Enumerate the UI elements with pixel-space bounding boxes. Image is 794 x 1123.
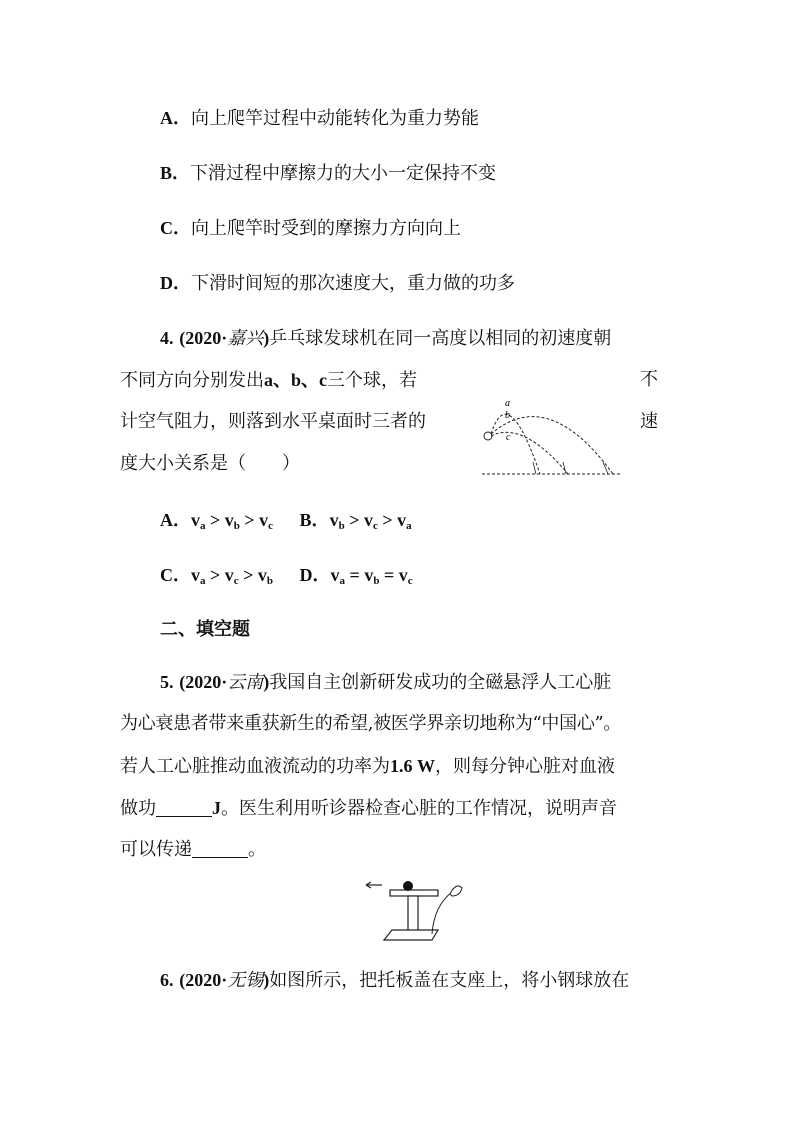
stand-post: [408, 896, 418, 932]
expr-op: =: [345, 565, 365, 585]
question-source-close: ): [263, 328, 270, 348]
q4-line-2-end: 不: [640, 369, 658, 390]
expr-sub: b: [373, 575, 380, 587]
velocity-arrows: [533, 462, 608, 474]
expr-part: v: [363, 510, 373, 530]
q4-option-d: [300, 565, 413, 585]
question-source-close: ): [263, 970, 270, 990]
expr-part: v: [330, 565, 340, 585]
answer-blank-1[interactable]: [156, 798, 212, 817]
q3-option-d: [160, 271, 515, 296]
q5-line-3: [120, 754, 615, 779]
expr-part: v: [397, 510, 407, 530]
expr-sub: a: [406, 520, 412, 532]
label-a: a: [505, 398, 510, 409]
q4-options-row-2: [160, 563, 413, 593]
question-year: (2020·: [179, 672, 228, 692]
q4-line-4: 度大小关系是（ ）: [120, 453, 300, 474]
label-c: c: [506, 432, 511, 443]
q4-line-1: [160, 326, 611, 351]
question-source: 云南: [227, 672, 264, 693]
question-source-close: ): [263, 672, 270, 692]
option-letter: A．: [160, 108, 191, 128]
stand-base: [384, 930, 438, 940]
unit-label: J: [212, 798, 221, 818]
question-number: 6.: [160, 970, 174, 990]
question-text: 我国自主创新研发成功的全磁悬浮人工心脏: [269, 672, 612, 693]
question-text: 。: [248, 839, 266, 860]
question-text: 如图所示，把托板盖在支座上，将小钢球放在: [269, 970, 630, 991]
expr-op: >: [205, 565, 225, 585]
option-letter: B．: [299, 510, 330, 530]
q3-option-b: [160, 161, 496, 186]
q3-option-c: [160, 216, 461, 241]
trajectory-c: [491, 432, 568, 474]
expr-sub: c: [407, 575, 413, 587]
question-text: 乒乓球发球机在同一高度以相同的初速度朝: [269, 328, 612, 349]
support-plate: [390, 890, 438, 896]
question-number: 5.: [160, 672, 174, 692]
q6-line-1: [160, 968, 629, 993]
expr-sub: b: [266, 575, 274, 587]
question-number: 4.: [160, 328, 174, 348]
steel-ball: [403, 881, 413, 891]
expr-sub: c: [268, 520, 274, 532]
expr-sub: b: [233, 520, 240, 532]
expr-op: =: [379, 565, 399, 585]
expr-op: >: [205, 510, 225, 530]
question-text: 。医生利用听诊器检查心脏的工作情况，说明声音: [221, 798, 617, 819]
question-text: 不同方向分别发出: [120, 370, 264, 391]
power-value: 1.6 W: [390, 756, 435, 776]
question-text: 做功: [120, 798, 156, 819]
option-letter: D．: [160, 273, 191, 293]
question-text: ，则每分钟心脏对血液: [435, 756, 615, 777]
trajectory-figure: [478, 390, 628, 480]
expr-op: >: [377, 510, 398, 530]
q4-option-a: [160, 510, 278, 530]
section-title: 二、填空题: [160, 619, 250, 639]
option-text: 向上爬竿过程中动能转化为重力势能: [191, 108, 479, 129]
question-text: 可以传递: [120, 839, 192, 860]
expr-part: v: [191, 565, 200, 585]
expr-part: v: [329, 510, 339, 530]
option-letter: B．: [160, 163, 191, 183]
option-text: 下滑过程中摩擦力的大小一定保持不变: [190, 163, 497, 184]
hand-icon: [450, 886, 462, 896]
option-letter: C．: [160, 565, 191, 585]
expr-part: v: [191, 510, 200, 530]
question-source: 无锡: [227, 970, 264, 991]
expr-part: v: [364, 565, 374, 585]
expr-part: v: [224, 510, 234, 530]
option-letter: A．: [160, 510, 191, 530]
support-stand-figure: [362, 876, 472, 946]
q4-line-2: [120, 368, 417, 393]
expr-op: >: [344, 510, 364, 530]
q4-option-b: [300, 510, 412, 530]
q4-line-3: 计空气阻力，则落到水平桌面时三者的: [120, 411, 426, 432]
expr-part: v: [398, 565, 408, 585]
question-source: 嘉兴: [227, 328, 264, 349]
q4-option-c: [160, 565, 278, 585]
trajectory-a: [491, 414, 540, 474]
trajectory-b: [491, 417, 613, 474]
expr-part: v: [259, 510, 269, 530]
q4-line-3-end: 速: [640, 411, 658, 432]
label-b: b: [505, 410, 510, 421]
expr-sub: a: [200, 520, 206, 532]
expr-sub: a: [200, 575, 206, 587]
question-text: 三个球，若: [327, 370, 417, 391]
q4-options-row-1: [160, 508, 412, 538]
expr-part: v: [257, 565, 267, 585]
option-text: 向上爬竿时受到的摩擦力方向向上: [191, 218, 461, 239]
question-year: (2020·: [179, 970, 228, 990]
answer-blank-2[interactable]: [192, 839, 248, 858]
expr-op: >: [238, 565, 258, 585]
expr-part: v: [224, 565, 234, 585]
q5-line-2: 为心衰患者带来重获新生的希望,被医学界亲切地称为“中国心”。: [120, 713, 622, 734]
expr-sub: a: [339, 575, 346, 587]
option-letter: C．: [160, 218, 191, 238]
question-year: (2020·: [179, 328, 228, 348]
option-text: 下滑时间短的那次速度大，重力做的功多: [191, 273, 515, 294]
option-letter: D．: [299, 565, 331, 585]
expr-op: >: [239, 510, 260, 530]
elastic-strip: [432, 892, 452, 934]
q5-line-1: [160, 670, 611, 695]
question-text-bold: a、b、c: [264, 370, 327, 390]
q5-line-5: [120, 838, 266, 862]
expr-sub: c: [233, 575, 239, 587]
expr-sub: c: [372, 520, 378, 532]
expr-sub: b: [338, 520, 345, 532]
question-text: 若人工心脏推动血液流动的功率为: [120, 756, 390, 777]
q3-option-a: [160, 106, 479, 131]
q5-line-4: [120, 796, 617, 821]
